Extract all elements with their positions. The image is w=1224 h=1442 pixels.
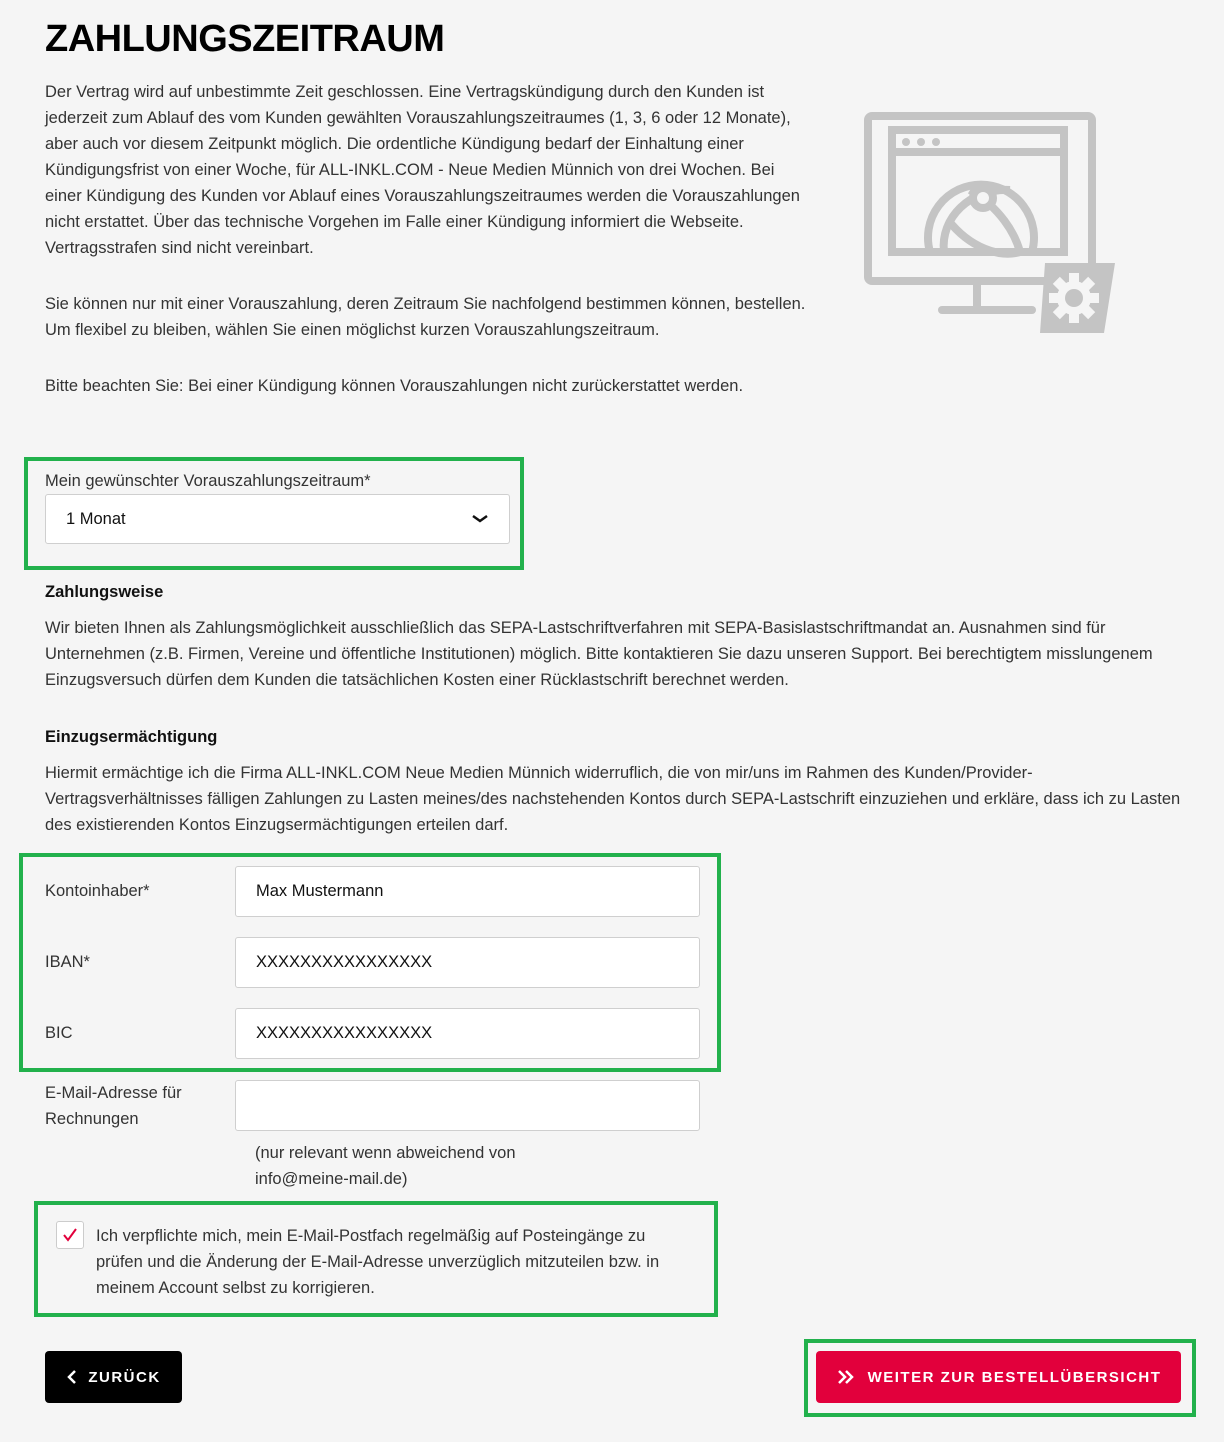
period-select-value: 1 Monat bbox=[66, 509, 126, 528]
holder-label: Kontoinhaber* bbox=[45, 882, 150, 900]
bic-label: BIC bbox=[45, 1024, 73, 1042]
back-button-label: ZURÜCK bbox=[88, 1368, 161, 1386]
consent-checkbox[interactable] bbox=[56, 1221, 84, 1249]
next-button[interactable] bbox=[816, 1351, 1181, 1403]
intro-paragraph-2: Sie können nur mit einer Vorauszahlung, deren Zeitraum Sie nachfolgend bestimmen können, bestellen. Um flexibel zu bleiben, wählen Sie einen möglichst kurzen Vorauszahlungszeitraum. bbox=[45, 295, 806, 339]
intro-paragraph-1: Der Vertrag wird auf unbestimmte Zeit geschlossen. Eine Vertragskündigung durch den Kunden ist jederzeit zum Ablauf des vom Kunden gewählten Vorauszahlungszeitraumes (1, 3, 6 oder 12 Monate), aber auch vor diesem Zeitpunkt möglich. Die ordentliche Kündigung bedarf der Einhaltung einer Kündigungsfrist von einer Woche, für ALL-INKL.COM - Neue Medien Münnich von drei Wochen. Bei einer Kündigung des Kunden vor Ablauf eines Vorauszahlungszeitraumes werden die Vorauszahlungen nicht erstattet. Über das technische Vorgehen im Falle einer Kündigung informiert die Webseite. Vertragsstrafen sind nicht vereinbart. bbox=[45, 83, 800, 257]
next-button-label: WEITER ZUR BESTELLÜBERSICHT bbox=[867, 1368, 1162, 1386]
intro bbox=[45, 79, 810, 399]
page-title: ZAHLUNGSZEITRAUM bbox=[45, 18, 445, 60]
chevron-left-icon bbox=[66, 1369, 78, 1385]
intro-paragraph-3: Bitte beachten Sie: Bei einer Kündigung können Vorauszahlungen nicht zurückerstattet werden. bbox=[45, 377, 744, 395]
email-input[interactable] bbox=[235, 1080, 700, 1131]
checkmark-icon bbox=[62, 1227, 78, 1243]
iban-input[interactable]: XXXXXXXXXXXXXXXX bbox=[235, 937, 700, 988]
holder-input[interactable]: Max Mustermann bbox=[235, 866, 700, 917]
monitor-globe-gear-illustration bbox=[860, 108, 1130, 338]
bic-input[interactable]: XXXXXXXXXXXXXXXX bbox=[235, 1008, 700, 1059]
consent-text: Ich verpflichte mich, mein E-Mail-Postfach regelmäßig auf Posteingänge zu prüfen und die Änderung der E-Mail-Adresse unverzüglich mitzuteilen bzw. in meinem Account selbst zu korrigieren. bbox=[96, 1227, 660, 1297]
payment-text: Wir bieten Ihnen als Zahlungsmöglichkeit ausschließlich das SEPA-Lastschriftverfahren mit SEPA-Basislastschriftmandat an. Ausnahmen sind für Unternehmen (z.B. Firmen, Vereine und öffentliche Institutionen) möglich. Bitte kontaktieren Sie dazu unseren Support. Bei berechtigtem misslungenem Einzugsversuch dürfen dem Kunden die tatsächlichen Kosten einer Rücklastschrift berechnet werden. bbox=[45, 619, 1153, 689]
period-label: Mein gewünschter Vorauszahlungszeitraum* bbox=[45, 472, 371, 490]
iban-label: IBAN* bbox=[45, 953, 90, 971]
double-chevron-right-icon bbox=[836, 1369, 856, 1385]
email-label: E-Mail-Adresse für Rechnungen bbox=[45, 1084, 182, 1128]
back-button[interactable] bbox=[45, 1351, 182, 1403]
period-select[interactable] bbox=[45, 494, 510, 544]
payment-heading: Zahlungsweise bbox=[45, 583, 164, 601]
email-hint: (nur relevant wenn abweichend von info@meine-mail.de) bbox=[255, 1144, 516, 1188]
mandate-text: Hiermit ermächtige ich die Firma ALL-INKL.COM Neue Medien Münnich widerruflich, die von mir/uns im Rahmen des Kunden/Provider-Vertragsverhältnisses fälligen Zahlungen zu Lasten meines/des nachstehenden Kontos durch SEPA-Lastschrift einzuziehen und erkläre, dass ich zu Lasten des existierenden Kontos Einzugsermächtigungen erteilen darf. bbox=[45, 764, 1181, 834]
chevron-down-icon bbox=[471, 514, 489, 524]
payment-section bbox=[45, 582, 1185, 838]
mandate-heading: Einzugsermächtigung bbox=[45, 728, 218, 746]
